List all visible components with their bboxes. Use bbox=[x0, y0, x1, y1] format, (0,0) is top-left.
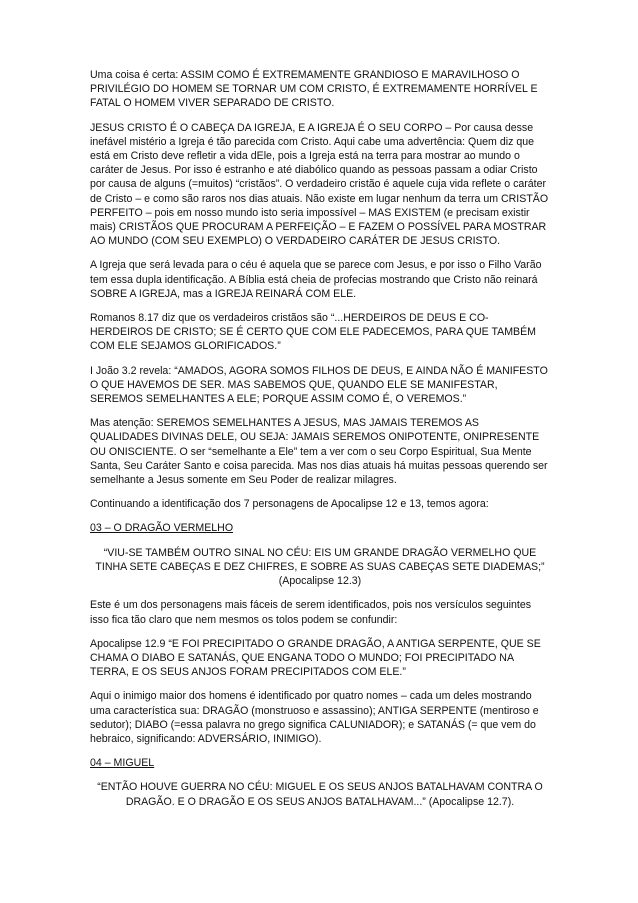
quote-apocalipse-12-7: “ENTÃO HOUVE GUERRA NO CÉU: MIGUEL E OS SEUS ANJOS BATALHAVAM CONTRA O DRAGÃO. E O DRAGÃO E OS SEUS ANJOS BATALHAVAM...” (Apocalipse 12.7). bbox=[97, 781, 543, 808]
paragraph-personagens: Este é um dos personagens mais fáceis de serem identificados, pois nos versículos seguintes isso fica tão claro que nem mesmos os tolos podem se confundir: bbox=[90, 599, 532, 626]
paragraph-apocalipse-12-9: Apocalipse 12.9 “E FOI PRECIPITADO O GRANDE DRAGÃO, A ANTIGA SERPENTE, QUE SE CHAMA O DIABO E SATANÁS, QUE ENGANA TODO O MUNDO; FOI PRECIPITADO NA TERRA, E OS SEUS ANJOS FORAM PRECIPITADOS COM ELE.” bbox=[90, 637, 541, 679]
section-heading-dragao: 03 – O DRAGÃO VERMELHO bbox=[90, 522, 234, 535]
paragraph-i-joao: I João 3.2 revela: “AMADOS, AGORA SOMOS FILHOS DE DEUS, E AINDA NÃO É MANIFESTO O QUE HAVEMOS DE SER. MAS SABEMOS QUE, QUANDO ELE SE MANIFESTAR, SEREMOS SEMELHANTES A ELE; PORQUE ASSIM COMO É, O VEREMOS.” bbox=[90, 364, 548, 406]
paragraph-cabeca-da-igreja: JESUS CRISTO É O CABEÇA DA IGREJA, E A IGREJA É O SEU CORPO – Por causa desse inefável mistério a Igreja é tão parecida com Cristo. Aqui cabe uma advertência: Quem diz que está em Cristo deve refletir a vida dEle, pois a Igreja está na terra para mostrar ao mundo o caráter de Jesus. Por isso é estranho e até diabólico quando as pessoas passam a odiar Cristo por causa de alguns (=muitos) “cristãos”. O verdadeiro cristão é aquele cuja vida reflete o caráter de Cristo – e como são raros nos dias atuais. Não existe em lugar nenhum da terra um CRISTÃO PERFEITO – pois em nosso mundo isto seria impossível – MAS EXISTEM (e precisam existir mais) CRISTÃOS QUE PROCURAM A PERFEIÇÃO – E FAZEM O POSSÍVEL PARA MOSTRAR AO MUNDO (COM SEU EXEMPLO) O VERDADEIRO CARÁTER DE JESUS CRISTO. bbox=[90, 121, 549, 248]
paragraph-romanos: Romanos 8.17 diz que os verdadeiros cristãos são “...HERDEIROS DE DEUS E CO-HERDEIROS DE CRISTO; SE É CERTO QUE COM ELE PADECEMOS, PARA QUE TAMBÉM COM ELE SEJAMOS GLORIFICADOS.” bbox=[90, 312, 537, 353]
paragraph-atencao: Mas atenção: SEREMOS SEMELHANTES A JESUS, MAS JAMAIS TEREMOS AS QUALIDADES DIVINAS DELE, OU SEJA: JAMAIS SEREMOS ONIPOTENTE, ONIPRESENTE OU ONISCIENTE. O ser “semelhante a Ele” tem a ver com o seu Corpo Espiritual, Sua Mente Santa, Seu Caráter Santo e coisa parecida. Mas nos dias atuais há muitas pessoas querendo ser semelhante a Jesus somente em Seu Poder de realizar milagres. bbox=[90, 417, 548, 487]
quote-apocalipse-12-3 bbox=[90, 546, 550, 589]
paragraph-quatro-nomes: Aqui o inimigo maior dos homens é identificado por quatro nomes – cada um deles mostrando uma característica sua: DRAGÃO (monstruoso e assassino); ANTIGA SERPENTE (mentiroso e sedutor); DIABO (=essa palavra no grego significa CALUNIADOR); e SATANÁS (= que vem do hebraico, significando: ADVERSÁRIO, INIMIGO). bbox=[90, 690, 539, 745]
quote-reference: (Apocalipse 12.3) bbox=[278, 575, 362, 588]
paragraph-continuando: Continuando a identificação dos 7 personagens de Apocalipse 12 e 13, temos agora: bbox=[90, 498, 489, 511]
document-page bbox=[90, 68, 550, 819]
quote-text: “VIU-SE TAMBÉM OUTRO SINAL NO CÉU: EIS UM GRANDE DRAGÃO VERMELHO QUE TINHA SETE CABEÇAS E DEZ CHIFRES, E SOBRE AS SUAS CABEÇAS SETE DIADEMAS;” bbox=[95, 546, 545, 573]
paragraph-privilegio: Uma coisa é certa: ASSIM COMO É EXTREMAMENTE GRANDIOSO E MARAVILHOSO O PRIVILÉGIO DO HOMEM SE TORNAR UM COM CRISTO, É EXTREMAMENTE HORRÍVEL E FATAL O HOMEM VIVER SEPARADO DE CRISTO. bbox=[90, 69, 538, 110]
paragraph-filho-varao: A Igreja que será levada para o céu é aquela que se parece com Jesus, e por isso o Filho Varão tem essa dupla identificação. A Bíblia está cheia de profecias mostrando que Cristo não reinará SOBRE A IGREJA, mas a IGREJA REINARÁ COM ELE. bbox=[90, 259, 542, 300]
section-heading-miguel: 04 – MIGUEL bbox=[90, 757, 155, 770]
